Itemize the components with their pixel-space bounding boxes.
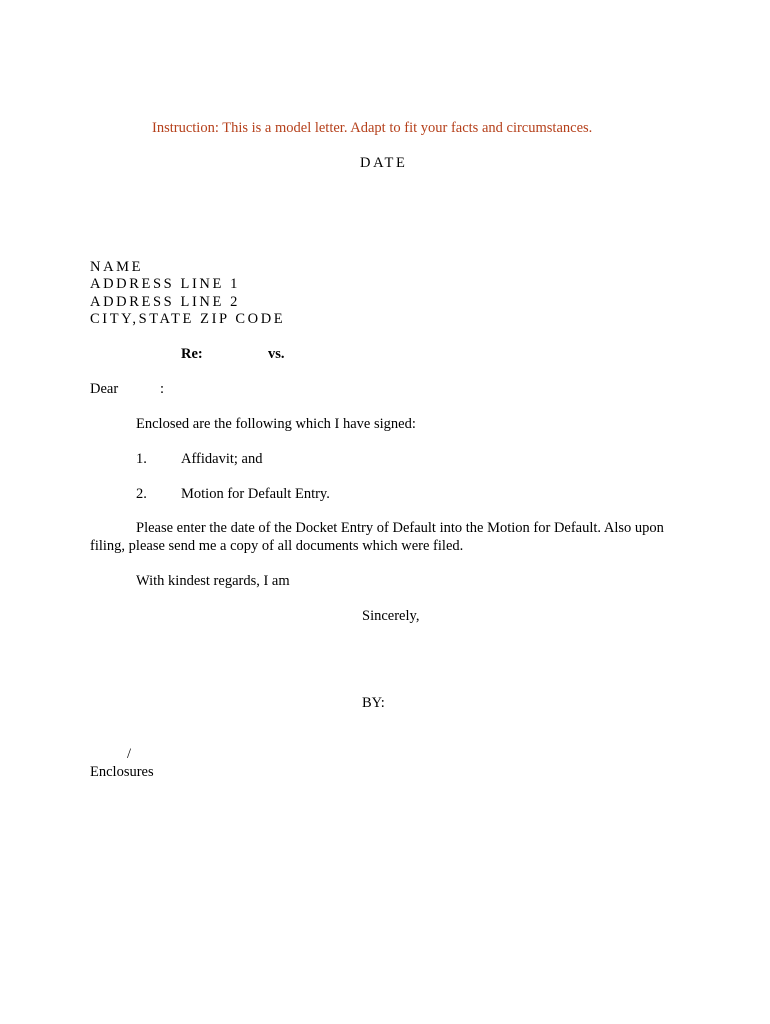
initials-slash: / <box>127 746 132 762</box>
address-name: NAME <box>90 259 144 275</box>
address-city-state-zip: CITY,STATE ZIP CODE <box>90 311 286 327</box>
list-item-number: 1. <box>136 451 147 467</box>
enclosures-label: Enclosures <box>90 764 154 780</box>
body-paragraph-line-1: Please enter the date of the Docket Entry of Default into the Motion for Default. Also upon <box>136 520 664 536</box>
sincerely-signoff: Sincerely, <box>362 608 420 624</box>
versus-label: vs. <box>268 346 285 362</box>
body-intro: Enclosed are the following which I have signed: <box>136 416 416 432</box>
closing-paragraph: With kindest regards, I am <box>136 573 290 589</box>
body-paragraph-line-2: filing, please send me a copy of all documents which were filed. <box>90 538 464 554</box>
instruction-note: Instruction: This is a model letter. Adapt to fit your facts and circumstances. <box>152 120 593 136</box>
salutation-colon: : <box>160 381 165 397</box>
address-line-2: ADDRESS LINE 2 <box>90 294 240 310</box>
address-line-1: ADDRESS LINE 1 <box>90 276 240 292</box>
date-placeholder: DATE <box>360 155 408 171</box>
list-item-number: 2. <box>136 486 147 502</box>
re-label: Re: <box>181 346 203 362</box>
signature-by-label: BY: <box>362 695 385 711</box>
salutation-dear: Dear <box>90 381 119 397</box>
list-item-text: Motion for Default Entry. <box>181 486 330 502</box>
list-item-text: Affidavit; and <box>181 451 263 467</box>
